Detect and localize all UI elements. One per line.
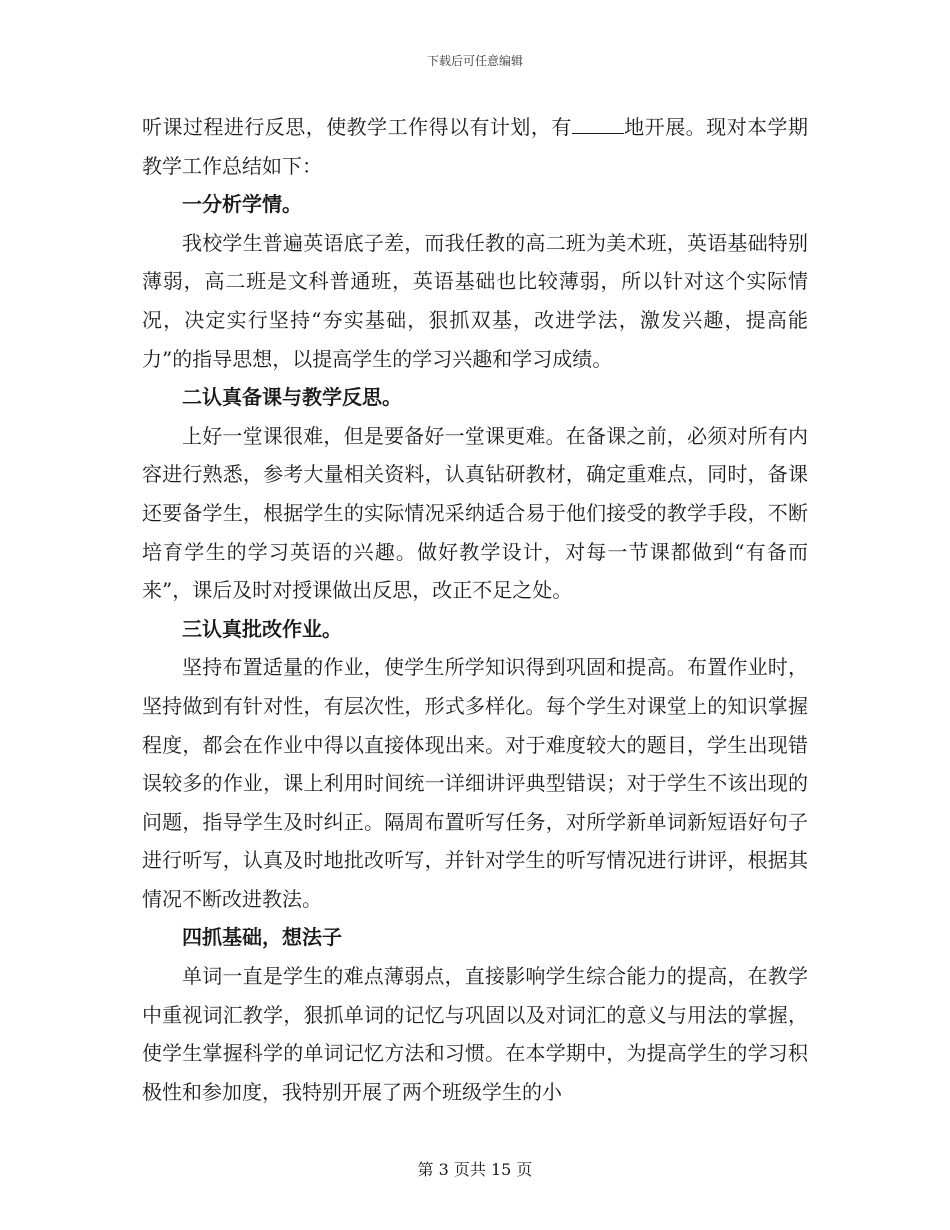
section-heading-4: 四抓基础，想法子 bbox=[182, 925, 342, 950]
section-paragraph-4: 单词一直是学生的难点薄弱点，直接影响学生综合能力的提高，在教学中重视词汇教学，狠抓单词的记忆与巩固以及对词汇的意义与用法的掌握，使学生掌握科学的单词记忆方法和习惯。在本学期中，为提高学生的学习积极性和参加度，我特别开展了两个班级学生的小 bbox=[142, 964, 808, 1104]
intro-text-before-blank: 听课过程进行反思，使教学工作得以有计划，有 bbox=[142, 115, 572, 139]
section-paragraph-1: 我校学生普遍英语底子差，而我任教的高二班为美术班，英语基础特别薄弱，高二班是文科普通班，英语基础也比较薄弱，所以针对这个实际情况，决定实行坚持“夯实基础，狠抓双基，改进学法，激发兴趣，提高能力”的指导思想，以提高学生的学习兴趣和学习成绩。 bbox=[142, 230, 808, 371]
page-header: 下载后可任意编辑 bbox=[426, 54, 523, 68]
section-heading-1: 一分析学情。 bbox=[182, 192, 302, 217]
page-footer: 第 3 页共 15 页 bbox=[417, 1160, 533, 1179]
intro-text-after-blank: 地开展。现对本学期教学工作总结如下： bbox=[142, 115, 809, 178]
section-paragraph-3: 坚持布置适量的作业，使学生所学知识得到巩固和提高。布置作业时，坚持做到有针对性，有层次性，形式多样化。每个学生对课堂上的知识掌握程度，都会在作业中得以直接体现出来。对于难度较大的题目，学生出现错误较多的作业，课上利用时间统一详细讲评典型错误；对于学生不该出现的问题，指导学生及时纠正。隔周布置听写任务，对所学新单词新短语好句子进行听写，认真及时地批改听写，并针对学生的听写情况进行讲评，根据其情况不断改进教法。 bbox=[142, 655, 808, 911]
section-heading-3: 三认真批改作业。 bbox=[182, 616, 342, 641]
intro-paragraph bbox=[142, 108, 808, 185]
document-body bbox=[142, 108, 808, 1111]
fill-in-blank bbox=[572, 113, 624, 134]
section-paragraph-2: 上好一堂课很难，但是要备好一堂课更难。在备课之前，必须对所有内容进行熟悉，参考大量相关资料，认真钻研教材，确定重难点，同时，备课还要备学生，根据学生的实际情况采纳适合易于他们接受的教学手段，不断培育学生的学习英语的兴趣。做好教学设计，对每一节课都做到“有备而来”，课后及时对授课做出反思，改正不足之处。 bbox=[142, 423, 808, 603]
section-heading-2: 二认真备课与教学反思。 bbox=[182, 385, 402, 410]
